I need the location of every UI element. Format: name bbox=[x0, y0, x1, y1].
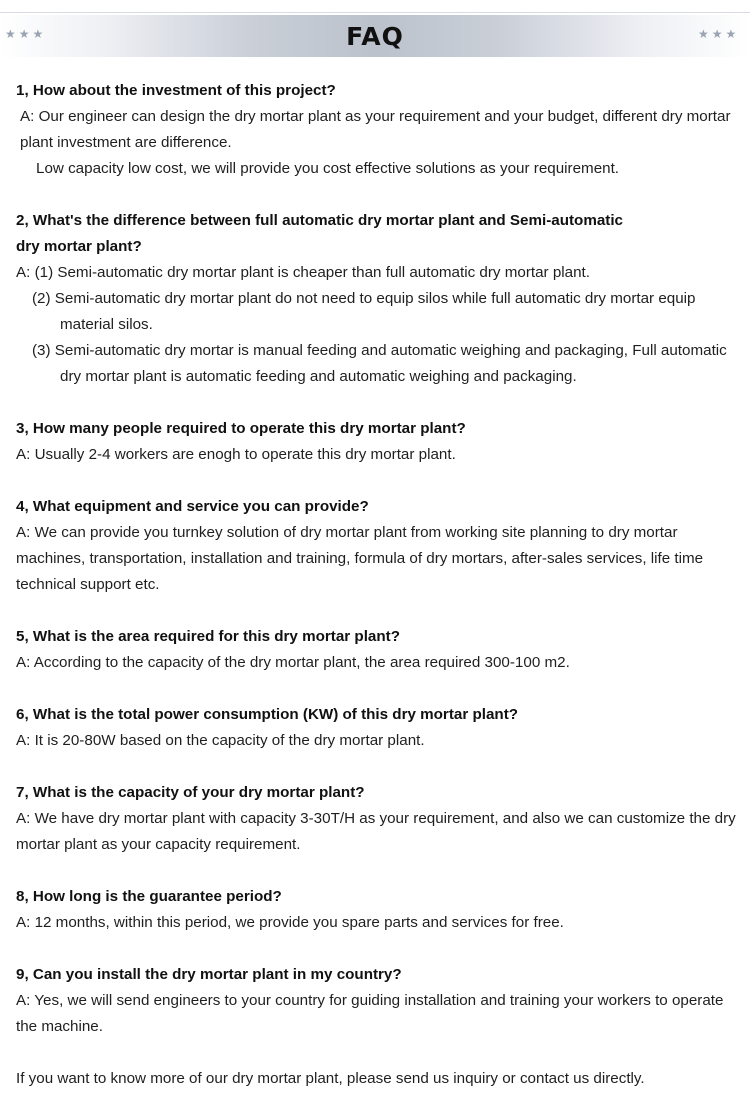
faq-answer: A: 12 months, within this period, we provide you spare parts and services for free. bbox=[16, 914, 564, 931]
faq-answer-point-1: A: (1) Semi-automatic dry mortar plant is cheaper than full automatic dry mortar plant. bbox=[16, 264, 590, 281]
faq-item-4 bbox=[16, 494, 744, 598]
faq-item-8 bbox=[16, 884, 744, 936]
faq-question: 6, What is the total power consumption (KW) of this dry mortar plant? bbox=[16, 706, 519, 723]
faq-list bbox=[16, 78, 744, 1092]
faq-item-7 bbox=[16, 780, 744, 858]
faq-question: 5, What is the area required for this dry mortar plant? bbox=[16, 628, 400, 645]
faq-answer-point-3: (3) Semi-automatic dry mortar is manual feeding and automatic weighing and packaging, Full automatic dry mortar plant is automatic feeding and automatic weighing and packaging. bbox=[32, 342, 727, 385]
faq-item-3 bbox=[16, 416, 744, 468]
faq-question: 9, Can you install the dry mortar plant in my country? bbox=[16, 966, 402, 983]
faq-question: 7, What is the capacity of your dry mortar plant? bbox=[16, 784, 365, 801]
closing-note: If you want to know more of our dry mortar plant, please send us inquiry or contact us directly. bbox=[16, 1070, 645, 1087]
faq-answer: A: It is 20-80W based on the capacity of the dry mortar plant. bbox=[16, 732, 425, 749]
faq-answer-continued: Low capacity low cost, we will provide you cost effective solutions as your requirement. bbox=[36, 160, 620, 177]
stars-right-icon: ★★★ bbox=[698, 27, 740, 41]
faq-item-5 bbox=[16, 624, 744, 676]
faq-question: 1, How about the investment of this project? bbox=[16, 82, 336, 99]
faq-answer: A: We have dry mortar plant with capacity 3-30T/H as your requirement, and also we can customize the dry mortar plant as your capacity requirement. bbox=[16, 810, 736, 853]
stars-left-icon: ★★★ bbox=[5, 27, 47, 41]
faq-question: 4, What equipment and service you can provide? bbox=[16, 498, 369, 515]
faq-answer: A: Usually 2-4 workers are enogh to operate this dry mortar plant. bbox=[16, 446, 456, 463]
faq-answer-point-2: (2) Semi-automatic dry mortar plant do not need to equip silos while full automatic dry mortar equip material silos. bbox=[32, 290, 696, 333]
faq-answer: A: According to the capacity of the dry mortar plant, the area required 300-100 m2. bbox=[16, 654, 570, 671]
faq-answer: A: Yes, we will send engineers to your country for guiding installation and training your workers to operate the machine. bbox=[16, 992, 724, 1035]
faq-item-2 bbox=[16, 208, 744, 390]
faq-answer: A: Our engineer can design the dry mortar plant as your requirement and your budget, different dry mortar plant investment are difference. bbox=[20, 108, 731, 151]
faq-question: 2, What's the difference between full automatic dry mortar plant and Semi-automatic bbox=[16, 212, 624, 229]
faq-item-6 bbox=[16, 702, 744, 754]
faq-question: 3, How many people required to operate this dry mortar plant? bbox=[16, 420, 466, 437]
top-divider bbox=[0, 12, 750, 13]
page-title: FAQ bbox=[346, 22, 404, 51]
faq-item-9 bbox=[16, 962, 744, 1040]
faq-question-continued: dry mortar plant? bbox=[16, 238, 142, 255]
faq-question: 8, How long is the guarantee period? bbox=[16, 888, 282, 905]
faq-answer: A: We can provide you turnkey solution of dry mortar plant from working site planning to dry mortar machines, transportation, installation and training, formula of dry mortars, after-sales services, life time technical support etc. bbox=[16, 524, 704, 593]
faq-item-1 bbox=[16, 78, 744, 182]
